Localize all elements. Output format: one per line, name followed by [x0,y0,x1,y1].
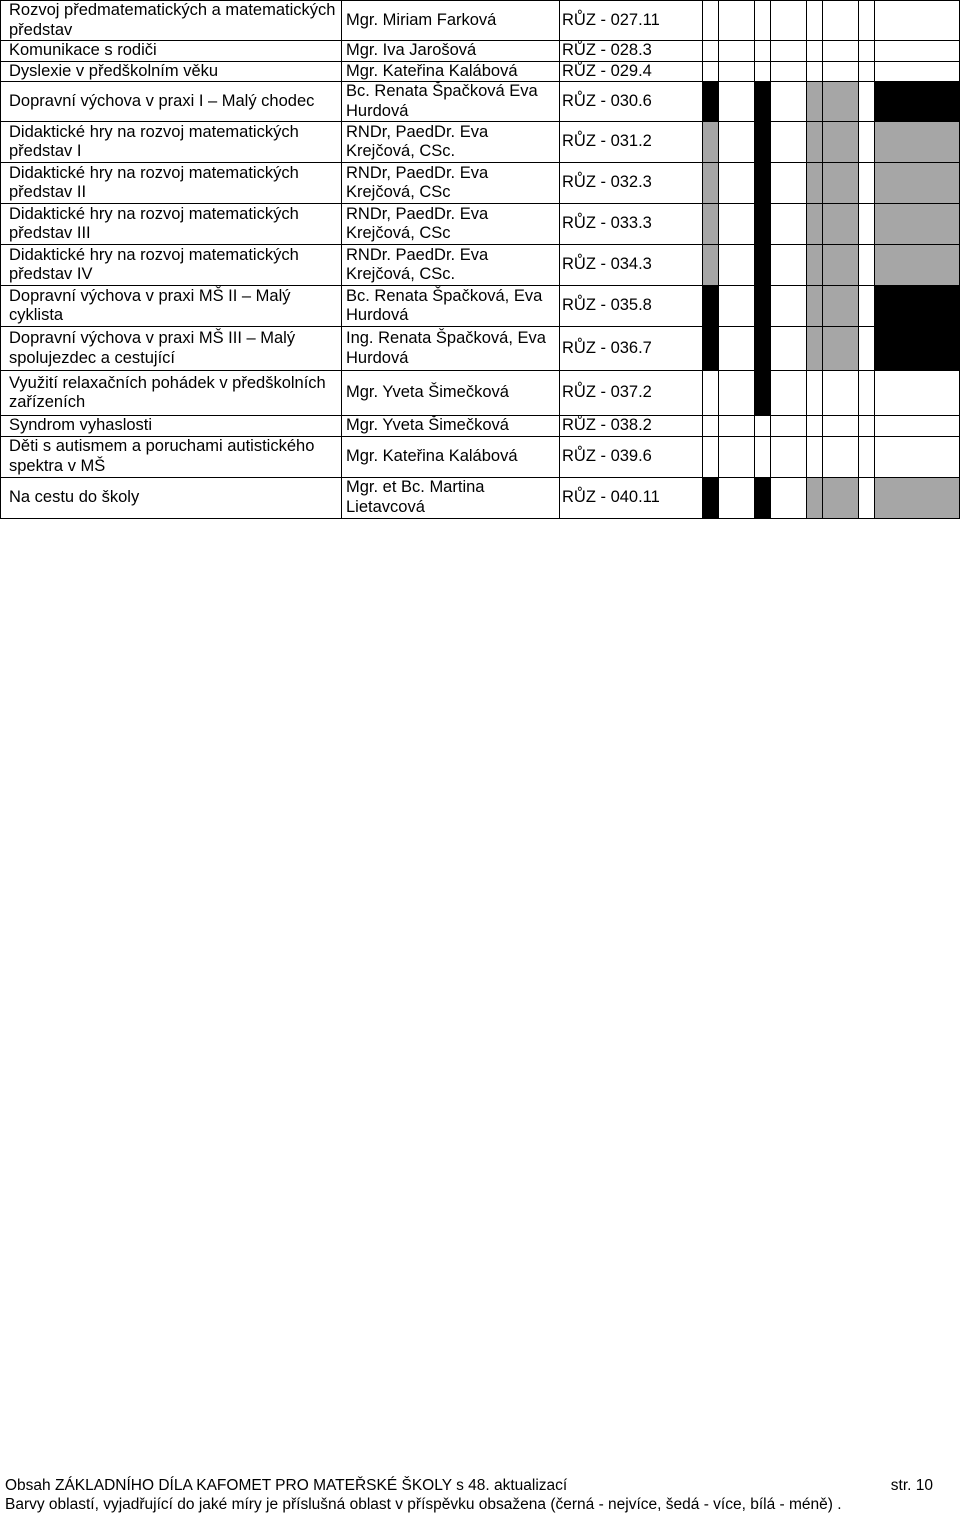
area-swatch [823,1,859,41]
author-cell: Mgr. et Bc. Martina Lietavcová [342,477,560,518]
area-swatch [875,204,960,245]
area-swatch [823,245,859,286]
area-swatch [807,477,823,518]
area-swatch [719,41,755,62]
area-swatch [859,1,875,41]
author-cell: Mgr. Miriam Farková [342,1,560,41]
area-swatch [875,163,960,204]
area-swatch [859,245,875,286]
author-cell: Mgr. Yveta Šimečková [342,416,560,437]
area-swatch [719,416,755,437]
area-swatch [771,416,807,437]
table-row [1,371,960,416]
area-swatch [875,436,960,477]
area-swatch [719,82,755,122]
area-swatch [703,163,719,204]
footer-title: Obsah ZÁKLADNÍHO DÍLA KAFOMET PRO MATEŘSKÉ ŠKOLY s 48. aktualizací [5,1477,568,1494]
table-row [1,477,960,518]
author-cell: Mgr. Kateřina Kalábová [342,61,560,82]
area-swatch [719,477,755,518]
area-swatch [755,436,771,477]
area-swatch [823,436,859,477]
title-cell: Didaktické hry na rozvoj matematických představ I [1,122,342,163]
table-row [1,204,960,245]
code-cell: RŮZ - 037.2 [560,371,703,416]
area-swatch [771,1,807,41]
area-swatch [755,82,771,122]
code-cell: RŮZ - 028.3 [560,41,703,62]
area-swatch [875,61,960,82]
area-swatch [703,436,719,477]
area-swatch [823,286,859,327]
title-cell: Dyslexie v předškolním věku [1,61,342,82]
code-cell: RŮZ - 027.11 [560,1,703,41]
area-swatch [703,245,719,286]
title-cell: Komunikace s rodiči [1,41,342,62]
code-cell: RŮZ - 034.3 [560,245,703,286]
table-row [1,1,960,41]
area-swatch [875,1,960,41]
area-swatch [719,245,755,286]
area-swatch [859,436,875,477]
area-swatch [823,41,859,62]
author-cell: Mgr. Yveta Šimečková [342,371,560,416]
area-swatch [823,122,859,163]
area-swatch [859,163,875,204]
area-swatch [875,286,960,327]
area-swatch [771,286,807,327]
area-swatch [807,122,823,163]
area-swatch [755,204,771,245]
area-swatch [771,327,807,371]
title-cell: Dopravní výchova v praxi I – Malý chodec [1,82,342,122]
area-swatch [755,41,771,62]
area-swatch [755,61,771,82]
area-swatch [859,416,875,437]
code-cell: RŮZ - 036.7 [560,327,703,371]
table-row [1,41,960,62]
area-swatch [703,416,719,437]
area-swatch [703,61,719,82]
title-cell: Didaktické hry na rozvoj matematických představ IV [1,245,342,286]
code-cell: RŮZ - 030.6 [560,82,703,122]
title-cell: Dopravní výchova v praxi MŠ II – Malý cyklista [1,286,342,327]
area-swatch [807,371,823,416]
area-swatch [755,163,771,204]
area-swatch [755,416,771,437]
code-cell: RŮZ - 031.2 [560,122,703,163]
area-swatch [703,82,719,122]
author-cell: Ing. Renata Špačková, Eva Hurdová [342,327,560,371]
footer-legend: Barvy oblastí, vyjadřující do jaké míry je příslušná oblast v příspěvku obsažena (černá - nejvíce, šedá - více, bílá - méně) . [5,1496,842,1513]
area-swatch [719,327,755,371]
area-swatch [823,371,859,416]
area-swatch [807,204,823,245]
title-cell: Využití relaxačních pohádek v předškolních zařízeních [1,371,342,416]
area-swatch [875,41,960,62]
area-swatch [703,286,719,327]
author-cell: Bc. Renata Špačková Eva Hurdová [342,82,560,122]
title-cell: Na cestu do školy [1,477,342,518]
area-swatch [859,371,875,416]
area-swatch [823,61,859,82]
code-cell: RŮZ - 038.2 [560,416,703,437]
area-swatch [755,286,771,327]
title-cell: Děti s autismem a poruchami autistického spektra v MŠ [1,436,342,477]
area-swatch [755,245,771,286]
area-swatch [875,327,960,371]
title-cell: Dopravní výchova v praxi MŠ III – Malý spolujezdec a cestující [1,327,342,371]
area-swatch [875,122,960,163]
area-swatch [771,163,807,204]
table-row [1,286,960,327]
area-swatch [875,416,960,437]
area-swatch [875,371,960,416]
area-swatch [755,327,771,371]
area-swatch [807,286,823,327]
area-swatch [755,122,771,163]
area-swatch [755,477,771,518]
area-swatch [771,204,807,245]
area-swatch [771,436,807,477]
area-swatch [719,371,755,416]
area-swatch [823,82,859,122]
area-swatch [823,416,859,437]
area-swatch [807,416,823,437]
title-cell: Didaktické hry na rozvoj matematických představ III [1,204,342,245]
author-cell: RNDr, PaedDr. Eva Krejčová, CSc [342,204,560,245]
table-row [1,82,960,122]
area-swatch [719,286,755,327]
code-cell: RŮZ - 029.4 [560,61,703,82]
area-swatch [719,61,755,82]
code-cell: RŮZ - 033.3 [560,204,703,245]
area-swatch [703,327,719,371]
area-swatch [771,371,807,416]
code-cell: RŮZ - 039.6 [560,436,703,477]
area-swatch [771,82,807,122]
author-cell: RNDr, PaedDr. Eva Krejčová, CSc [342,163,560,204]
table-row [1,416,960,437]
area-swatch [771,41,807,62]
code-cell: RŮZ - 040.11 [560,477,703,518]
area-swatch [859,286,875,327]
author-cell: Bc. Renata Špačková, Eva Hurdová [342,286,560,327]
area-swatch [807,245,823,286]
area-swatch [703,41,719,62]
area-swatch [807,327,823,371]
area-swatch [719,163,755,204]
table-row [1,163,960,204]
title-cell: Rozvoj předmatematických a matematických představ [1,1,342,41]
area-swatch [719,1,755,41]
table-row [1,245,960,286]
author-cell: Mgr. Iva Jarošová [342,41,560,62]
author-cell: Mgr. Kateřina Kalábová [342,436,560,477]
area-swatch [703,371,719,416]
title-cell: Didaktické hry na rozvoj matematických představ II [1,163,342,204]
area-swatch [859,204,875,245]
area-swatch [823,204,859,245]
area-swatch [859,477,875,518]
area-swatch [859,122,875,163]
area-swatch [823,477,859,518]
area-swatch [859,327,875,371]
area-swatch [859,82,875,122]
area-swatch [875,477,960,518]
area-swatch [859,41,875,62]
area-swatch [719,204,755,245]
area-swatch [859,61,875,82]
area-swatch [771,61,807,82]
area-swatch [703,204,719,245]
table-row [1,436,960,477]
table-row [1,122,960,163]
area-swatch [807,436,823,477]
code-cell: RŮZ - 035.8 [560,286,703,327]
author-cell: RNDr. PaedDr. Eva Krejčová, CSc. [342,245,560,286]
area-swatch [719,122,755,163]
table-row [1,61,960,82]
area-swatch [703,1,719,41]
table-row [1,327,960,371]
area-swatch [875,82,960,122]
author-cell: RNDr, PaedDr. Eva Krejčová, CSc. [342,122,560,163]
title-cell: Syndrom vyhaslosti [1,416,342,437]
area-swatch [823,163,859,204]
area-swatch [875,245,960,286]
area-swatch [771,245,807,286]
area-swatch [807,1,823,41]
contents-table [0,0,960,519]
area-swatch [807,41,823,62]
area-swatch [807,61,823,82]
area-swatch [719,436,755,477]
area-swatch [823,327,859,371]
area-swatch [703,122,719,163]
area-swatch [771,477,807,518]
area-swatch [771,122,807,163]
area-swatch [755,371,771,416]
area-swatch [807,82,823,122]
code-cell: RŮZ - 032.3 [560,163,703,204]
area-swatch [755,1,771,41]
page-number: str. 10 [890,1477,933,1494]
area-swatch [807,163,823,204]
area-swatch [703,477,719,518]
